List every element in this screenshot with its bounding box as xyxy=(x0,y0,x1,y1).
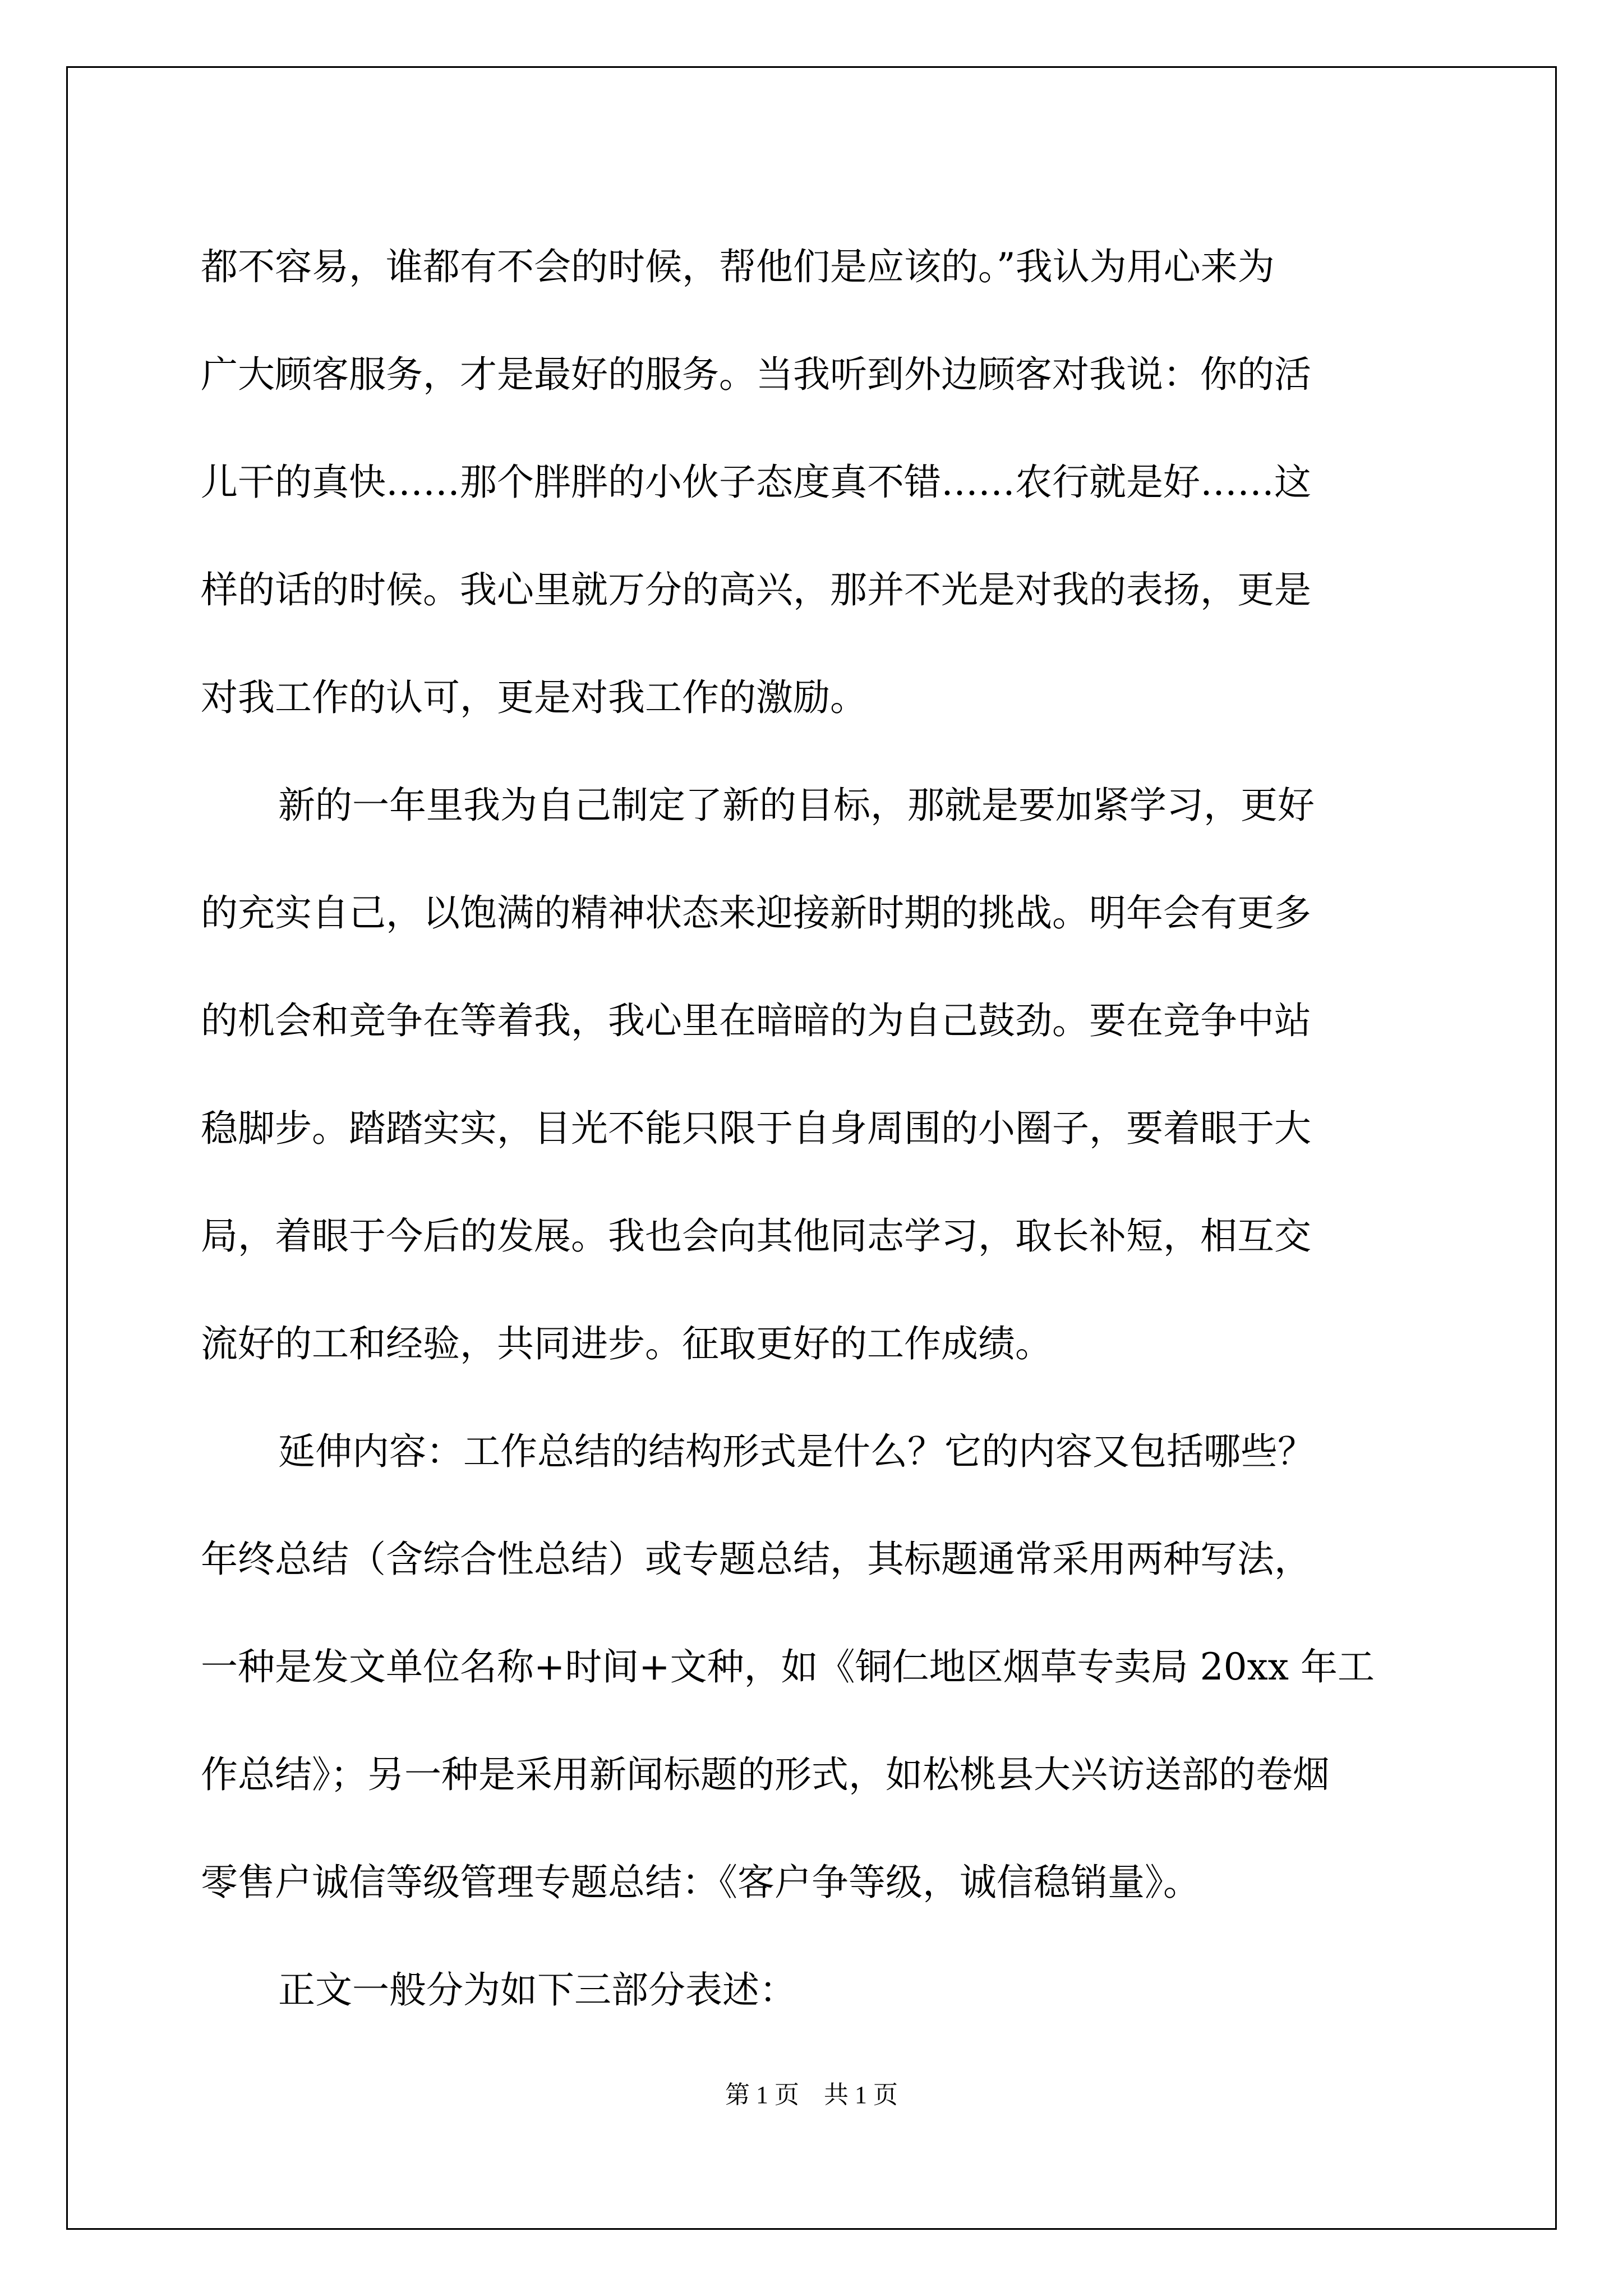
paragraph-3 xyxy=(201,1398,1423,1936)
text-line: 作总结》；另一种是采用新闻标题的形式，如松桃县大兴访送部的卷烟 xyxy=(201,1753,1330,1796)
paragraph-2 xyxy=(201,752,1423,1398)
text-line: 延伸内容：工作总结的结构形式是什么？它的内容又包括哪些？ xyxy=(278,1430,1315,1473)
text-line: 的充实自己，以饱满的精神状态来迎接新时期的挑战。明年会有更多 xyxy=(201,891,1311,935)
page-footer: 第 1 页 共 1 页 xyxy=(725,2081,898,2109)
text-line: 对我工作的认可，更是对我工作的激励。 xyxy=(201,676,867,719)
text-line: 新的一年里我为自己制定了新的目标，那就是要加紧学习，更好 xyxy=(278,784,1315,827)
text-line: 样的话的时候。我心里就万分的高兴，那并不光是对我的表扬，更是 xyxy=(201,568,1311,611)
text-line: 正文一般分为如下三部分表述： xyxy=(278,1968,796,2012)
text-line: 都不容易，谁都有不会的时候，帮他们是应该的。”我认为用心来为 xyxy=(201,245,1275,288)
paragraph-4 xyxy=(201,1936,1423,2044)
text-line: 一种是发文单位名称+时间+文种，如《铜仁地区烟草专卖局 20xx 年工 xyxy=(201,1645,1375,1688)
text-line: 的机会和竞争在等着我，我心里在暗暗的为自己鼓劲。要在竞争中站 xyxy=(201,999,1311,1042)
text-line: 零售户诚信等级管理专题总结：《客户争等级，诚信稳销量》。 xyxy=(201,1861,1200,1904)
text-line: 年终总结（含综合性总结）或专题总结，其标题通常采用两种写法， xyxy=(201,1538,1311,1581)
text-line: 稳脚步。踏踏实实，目光不能只限于自身周围的小圈子，要着眼于大 xyxy=(201,1107,1311,1150)
document-body xyxy=(201,213,1423,2044)
text-line: 局，着眼于今后的发展。我也会向其他同志学习，取长补短，相互交 xyxy=(201,1214,1311,1258)
text-line: 流好的工和经验，共同进步。征取更好的工作成绩。 xyxy=(201,1322,1052,1365)
text-line: 儿干的真快……那个胖胖的小伙子态度真不错……农行就是好……这 xyxy=(201,461,1311,504)
text-line: 广大顾客服务，才是最好的服务。当我听到外边顾客对我说：你的活 xyxy=(201,353,1311,396)
paragraph-1 xyxy=(201,213,1423,752)
